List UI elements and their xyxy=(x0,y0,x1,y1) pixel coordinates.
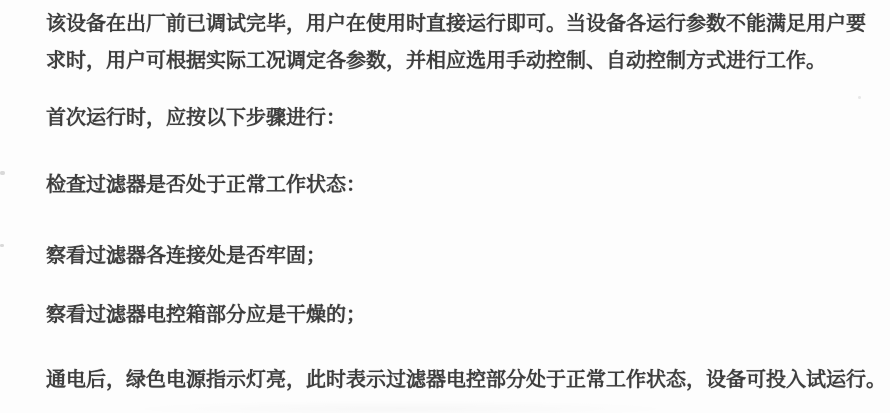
step-check-connections-secure: 察看过滤器各连接处是否牢固； xyxy=(46,245,326,267)
paragraph-first-run-steps-heading: 首次运行时，应按以下步骤进行： xyxy=(46,107,346,129)
scan-speck xyxy=(0,244,4,247)
step-power-on-green-indicator: 通电后，绿色电源指示灯亮，此时表示过滤器电控部分处于正常工作状态，设备可投入试运行。 xyxy=(46,369,886,391)
step-check-control-box-dry: 察看过滤器电控箱部分应是干燥的； xyxy=(46,304,366,326)
paragraph-factory-tested-intro: 该设备在出厂前已调试完毕，用户在使用时直接运行即可。当设备各运行参数不能满足用户要求时，用户可根据实际工况调定各参数，并相应选用手动控制、自动控制方式进行工作。 xyxy=(46,13,866,72)
scan-speck xyxy=(858,96,861,99)
scan-speck xyxy=(0,171,5,175)
step-check-filter-status: 检查过滤器是否处于正常工作状态： xyxy=(46,174,366,196)
